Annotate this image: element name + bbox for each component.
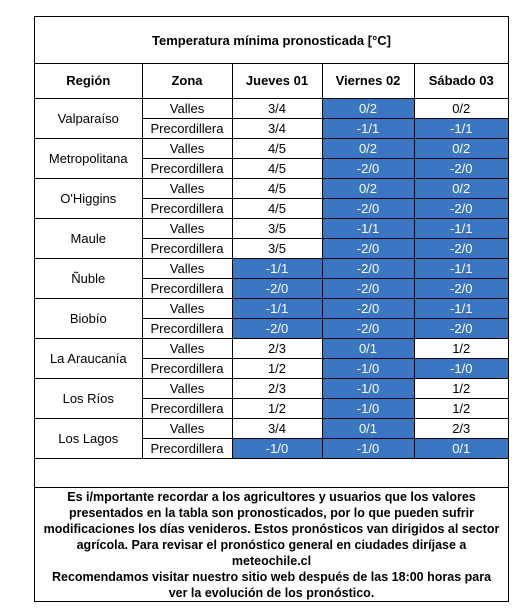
temperature-cell: 0/2 bbox=[322, 178, 414, 198]
table-row bbox=[35, 138, 508, 158]
temperature-cell: 1/2 bbox=[232, 358, 322, 378]
table-row bbox=[35, 258, 508, 278]
region-name: Los Ríos bbox=[35, 378, 142, 418]
region-name: Maule bbox=[35, 218, 142, 258]
temperature-cell: 3/5 bbox=[232, 238, 322, 258]
table-row bbox=[35, 218, 508, 238]
table-row bbox=[35, 338, 508, 358]
temperature-cell: -2/0 bbox=[322, 318, 414, 338]
temperature-cell: -1/1 bbox=[232, 258, 322, 278]
zone-name: Valles bbox=[142, 258, 232, 278]
temperature-cell: -2/0 bbox=[322, 278, 414, 298]
temperature-cell: 1/2 bbox=[414, 378, 508, 398]
header-jueves: Jueves 01 bbox=[232, 64, 322, 98]
zone-name: Precordillera bbox=[142, 118, 232, 138]
temperature-cell: 0/1 bbox=[322, 338, 414, 358]
header-sabado: Sábado 03 bbox=[414, 64, 508, 98]
temperature-cell: -1/0 bbox=[322, 438, 414, 458]
region-name: Valparaíso bbox=[35, 98, 142, 138]
temperature-cell: 3/4 bbox=[232, 418, 322, 438]
zone-name: Precordillera bbox=[142, 198, 232, 218]
temperature-cell: -1/0 bbox=[322, 358, 414, 378]
header-viernes: Viernes 02 bbox=[322, 64, 414, 98]
table-body bbox=[35, 98, 508, 458]
zone-name: Valles bbox=[142, 98, 232, 118]
zone-name: Precordillera bbox=[142, 438, 232, 458]
temperature-cell: -2/0 bbox=[414, 158, 508, 178]
header-region: Región bbox=[35, 64, 142, 98]
temperature-cell: 2/3 bbox=[414, 418, 508, 438]
zone-name: Precordillera bbox=[142, 318, 232, 338]
zone-name: Precordillera bbox=[142, 358, 232, 378]
temperature-cell: 0/2 bbox=[414, 138, 508, 158]
region-name: Los Lagos bbox=[35, 418, 142, 458]
temperature-cell: 3/5 bbox=[232, 218, 322, 238]
temperature-cell: -2/0 bbox=[322, 198, 414, 218]
temperature-cell: 1/2 bbox=[414, 398, 508, 418]
temperature-cell: -1/1 bbox=[322, 218, 414, 238]
advisory-note bbox=[35, 487, 508, 601]
zone-name: Valles bbox=[142, 378, 232, 398]
temperature-cell: -1/1 bbox=[414, 258, 508, 278]
zone-name: Valles bbox=[142, 138, 232, 158]
temperature-cell: 0/2 bbox=[414, 178, 508, 198]
temperature-cell: 0/2 bbox=[322, 98, 414, 118]
temperature-cell: -2/0 bbox=[322, 238, 414, 258]
temperature-cell: -1/1 bbox=[414, 218, 508, 238]
temperature-cell: -1/1 bbox=[414, 298, 508, 318]
temperature-cell: 4/5 bbox=[232, 138, 322, 158]
temperature-cell: 4/5 bbox=[232, 158, 322, 178]
temperature-cell: -2/0 bbox=[414, 238, 508, 258]
temperature-cell: -2/0 bbox=[414, 278, 508, 298]
temperature-cell: -2/0 bbox=[322, 258, 414, 278]
temperature-cell: -1/0 bbox=[414, 358, 508, 378]
zone-name: Valles bbox=[142, 338, 232, 358]
table-row bbox=[35, 98, 508, 118]
header-row bbox=[35, 64, 508, 98]
temperature-cell: 1/2 bbox=[414, 338, 508, 358]
temperature-cell: 2/3 bbox=[232, 338, 322, 358]
temperature-cell: 2/3 bbox=[232, 378, 322, 398]
region-name: La Araucanía bbox=[35, 338, 142, 378]
table-row bbox=[35, 378, 508, 398]
temperature-cell: 0/2 bbox=[414, 98, 508, 118]
temperature-cell: -2/0 bbox=[232, 318, 322, 338]
temperature-cell: 0/1 bbox=[322, 418, 414, 438]
temperature-cell: 3/4 bbox=[232, 118, 322, 138]
zone-name: Precordillera bbox=[142, 238, 232, 258]
temperature-cell: -2/0 bbox=[322, 158, 414, 178]
table-row bbox=[35, 418, 508, 438]
temperature-cell: -2/0 bbox=[232, 278, 322, 298]
temperature-cell: -1/1 bbox=[232, 298, 322, 318]
temperature-cell: -1/0 bbox=[232, 438, 322, 458]
region-name: Ñuble bbox=[35, 258, 142, 298]
zone-name: Valles bbox=[142, 178, 232, 198]
zone-name: Precordillera bbox=[142, 158, 232, 178]
temperature-cell: -1/1 bbox=[414, 118, 508, 138]
zone-name: Precordillera bbox=[142, 278, 232, 298]
temperature-cell: -2/0 bbox=[414, 318, 508, 338]
forecast-table bbox=[35, 64, 508, 459]
temperature-cell: -1/0 bbox=[322, 398, 414, 418]
temperature-cell: 0/1 bbox=[414, 438, 508, 458]
header-zona: Zona bbox=[142, 64, 232, 98]
temperature-cell: -1/0 bbox=[322, 378, 414, 398]
table-row bbox=[35, 298, 508, 318]
zone-name: Precordillera bbox=[142, 398, 232, 418]
table-title: Temperatura mínima pronosticada [°C] bbox=[35, 17, 508, 64]
region-name: O'Higgins bbox=[35, 178, 142, 218]
zone-name: Valles bbox=[142, 218, 232, 238]
temperature-cell: -2/0 bbox=[414, 198, 508, 218]
temperature-cell: 0/2 bbox=[322, 138, 414, 158]
zone-name: Valles bbox=[142, 298, 232, 318]
forecast-sheet bbox=[34, 16, 509, 602]
region-name: Biobío bbox=[35, 298, 142, 338]
temperature-cell: 3/4 bbox=[232, 98, 322, 118]
temperature-cell: 1/2 bbox=[232, 398, 322, 418]
temperature-cell: 4/5 bbox=[232, 198, 322, 218]
zone-name: Valles bbox=[142, 418, 232, 438]
region-name: Metropolitana bbox=[35, 138, 142, 178]
temperature-cell: -1/1 bbox=[322, 118, 414, 138]
temperature-cell: 4/5 bbox=[232, 178, 322, 198]
advisory-text: Es i/mportante recordar a los agricultores y usuarios que los valores presentados en la tabla son pronosticados, por lo que pueden sufrir modificaciones los días venideros. Estos pronósticos van dirigidos al sector agrícola. Para revisar el pronóstico general en ciudades diríjase a meteochile.cl bbox=[43, 489, 500, 568]
temperature-cell: -2/0 bbox=[322, 298, 414, 318]
advisory-recommendation: Recomendamos visitar nuestro sitio web después de las 18:00 horas para ver la evolución de los pronóstico. bbox=[51, 569, 492, 600]
table-row bbox=[35, 178, 508, 198]
